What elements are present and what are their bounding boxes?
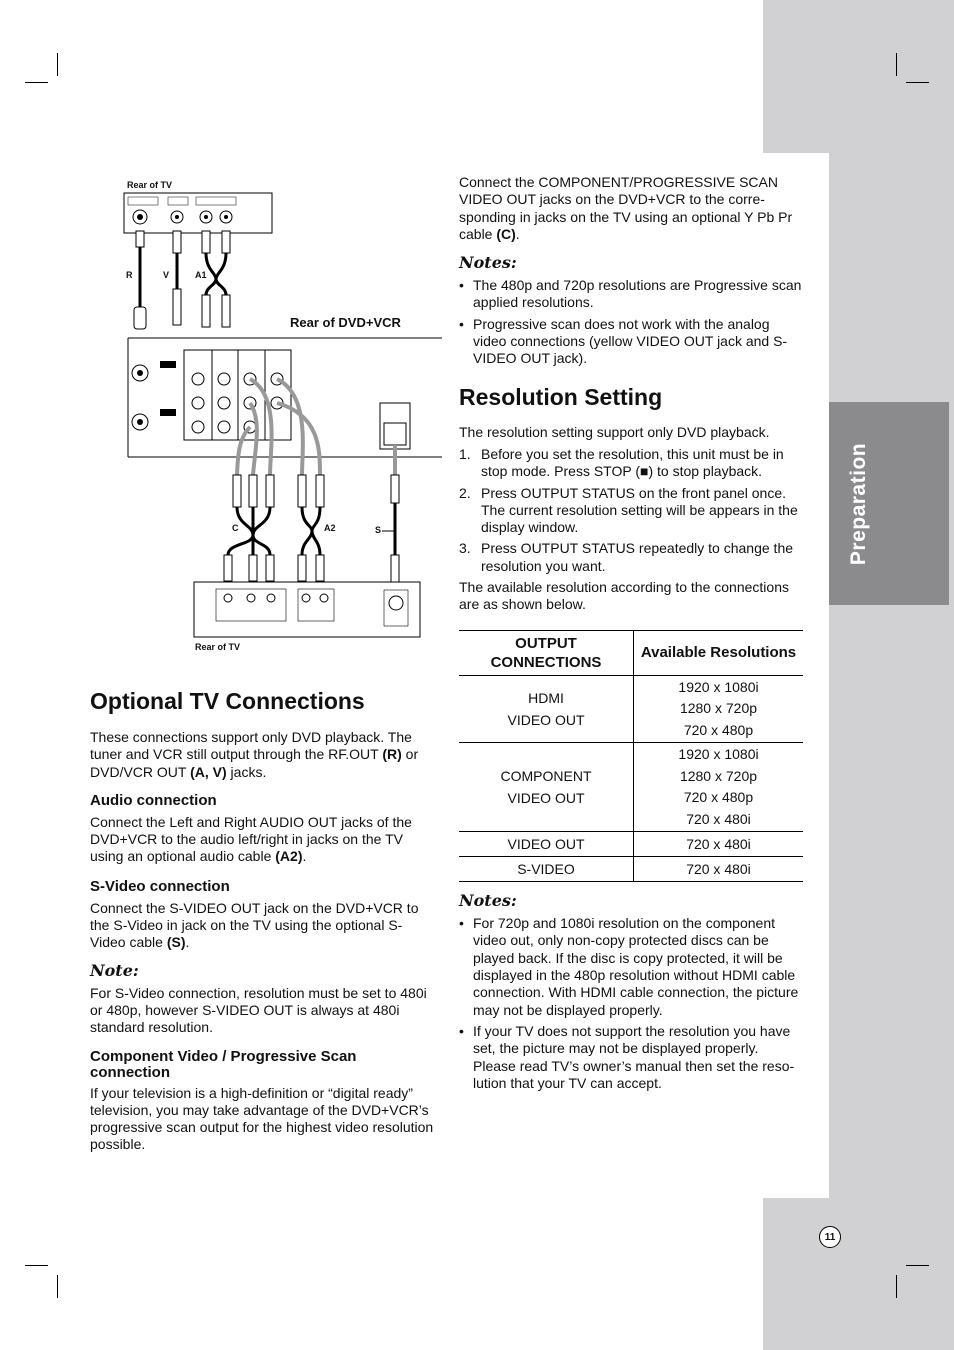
cell-line: 1280 x 720p bbox=[679, 700, 758, 717]
rear-tv-bottom-label: Rear of TV bbox=[195, 642, 241, 652]
table-row bbox=[459, 675, 803, 743]
crop-mark bbox=[57, 53, 58, 76]
label-a1: A1 bbox=[195, 270, 207, 280]
component-text: If your television is a high-definition or “digital ready” television, you may take advantage of the DVD+VCR’s progressive scan output for the highest video resolution possible. bbox=[90, 1084, 434, 1153]
cell-line: 720 x 480p bbox=[683, 721, 754, 738]
resolution-intro: The resolution setting support only DVD playback. bbox=[459, 423, 770, 440]
cell-line: 720 x 480p bbox=[683, 789, 754, 806]
text-run-bold: (S) bbox=[166, 934, 186, 951]
step-number: 1. bbox=[459, 445, 471, 462]
rear-tv-top-label: Rear of TV bbox=[127, 180, 173, 190]
step-text: Press OUTPUT STATUS repeatedly to change the resolution you want. bbox=[481, 540, 794, 574]
right-column bbox=[459, 174, 805, 1096]
left-column bbox=[90, 688, 435, 1154]
table-cell-resolutions bbox=[634, 675, 804, 743]
cell-line: COMPONENT bbox=[500, 768, 592, 785]
text-run-bold: (A, V) bbox=[190, 763, 227, 780]
table-cell-output: S-VIDEO bbox=[459, 857, 634, 882]
cell-line: 1280 x 720p bbox=[679, 767, 758, 784]
label-r: R bbox=[126, 270, 133, 280]
step-text: Before you set the resolution, this unit must be in stop mode. Press STOP (■) to stop playback. bbox=[481, 445, 784, 480]
text-run-bold: (A2) bbox=[275, 848, 303, 865]
text-run: . bbox=[302, 848, 307, 865]
cell-line: 1920 x 1080i bbox=[678, 746, 759, 763]
label-v: V bbox=[163, 270, 170, 280]
text-run: These connections support only DVD playback. The tuner and VCR still output through the RF.OUT bbox=[90, 729, 412, 763]
notes-list-2 bbox=[459, 915, 805, 1092]
optional-intro bbox=[90, 729, 435, 781]
connection-diagram bbox=[120, 175, 442, 655]
crop-mark bbox=[896, 1275, 897, 1298]
step-text: Press OUTPUT STATUS on the front panel once. The current resolution setting will be appears in the display window. bbox=[481, 484, 798, 536]
connection-diagram-drawing bbox=[120, 175, 442, 655]
table-row bbox=[459, 743, 803, 832]
table-header-resolutions: Available Resolutions bbox=[640, 644, 797, 662]
table-cell-output: VIDEO OUT bbox=[459, 832, 634, 857]
resolution-setting-title: Resolution Setting bbox=[459, 383, 663, 410]
note-text: For S-Video connection, resolution must be set to 480i or 480p, however S-VIDEO OUT is always at 480i standard resolution. bbox=[90, 984, 427, 1036]
preparation-tab-label-box bbox=[829, 402, 889, 605]
text-run: jacks. bbox=[226, 763, 267, 780]
text-run-bold: (C) bbox=[496, 225, 516, 242]
rear-dvd-vcr-label: Rear of DVD+VCR bbox=[290, 315, 401, 330]
text-run: Connect the Left and Right AUDIO OUT jacks of the DVD+VCR to the audio left/right in jacks on the TV using an optional audio cable bbox=[90, 813, 412, 865]
component-heading: Component Video / Progressive Scan connection bbox=[90, 1047, 357, 1081]
table-row bbox=[459, 857, 803, 882]
crop-mark bbox=[896, 53, 897, 76]
page-number: 11 bbox=[819, 1226, 841, 1248]
label-c: C bbox=[232, 523, 239, 533]
label-a2: A2 bbox=[324, 523, 336, 533]
table-cell-resolutions: 720 x 480i bbox=[686, 836, 751, 853]
list-item: • For 720p and 1080i resolution on the component video out, only non-copy protected discs can be played back. If the disc is copy protected, it will be displayed in the 480p resolution without HDMI cable connection. With HDMI cable connection, the picture may not be displayed properly. bbox=[459, 915, 805, 1019]
preparation-tab-label: Preparation bbox=[847, 442, 871, 565]
crop-mark bbox=[906, 1265, 929, 1266]
audio-connection-heading: Audio connection bbox=[90, 791, 217, 809]
cell-line: 1920 x 1080i bbox=[678, 678, 759, 695]
resolution-table bbox=[459, 630, 803, 883]
list-item: • If your TV does not support the resolution you have set, the picture may not be displayed properly. Please read TV’s owner’s manual then set the reso-lution that your TV can accept. bbox=[459, 1023, 805, 1092]
text-run: . bbox=[515, 225, 520, 242]
crop-mark bbox=[25, 82, 48, 83]
notes-heading-2: Notes: bbox=[459, 891, 517, 911]
note-heading: Note: bbox=[90, 960, 139, 980]
text-run: Connect the S-VIDEO OUT jack on the DVD+VCR to the S-Video in jack on the TV using the optional S-Video cable bbox=[90, 899, 419, 951]
table-row bbox=[459, 832, 803, 857]
crop-mark bbox=[57, 1275, 58, 1298]
table-header-output: OUTPUT CONNECTIONS bbox=[459, 630, 634, 675]
text-run: Connect the COMPONENT/PROGRESSIVE SCAN VIDEO OUT jacks on the DVD+VCR to the corre-sponding in jacks on the TV using an optional Y Pb Pr cable bbox=[459, 174, 793, 242]
list-item bbox=[459, 485, 805, 537]
cell-line: HDMI bbox=[528, 689, 564, 706]
text-run: or DVD/VCR OUT bbox=[90, 746, 419, 780]
notes-list-1 bbox=[459, 277, 805, 367]
table-cell-resolutions: 720 x 480i bbox=[686, 861, 751, 878]
crop-mark bbox=[906, 82, 929, 83]
table-cell-output bbox=[459, 675, 634, 743]
table-cell-output bbox=[459, 743, 634, 832]
text-run-bold: (R) bbox=[382, 746, 402, 763]
table-cell-resolutions bbox=[634, 743, 804, 832]
resolution-steps bbox=[459, 446, 805, 575]
notes-heading-1: Notes: bbox=[459, 253, 517, 273]
list-item: • The 480p and 720p resolutions are Progressive scan applied resolutions. bbox=[459, 277, 805, 312]
list-item bbox=[459, 540, 805, 575]
optional-tv-title: Optional TV Connections bbox=[90, 688, 365, 714]
text-run: . bbox=[185, 934, 190, 951]
list-item bbox=[459, 446, 805, 481]
svideo-connection-heading: S-Video connection bbox=[90, 877, 230, 895]
cell-line: 720 x 480i bbox=[686, 810, 751, 827]
svideo-connection-text bbox=[90, 900, 435, 952]
crop-mark bbox=[25, 1265, 48, 1266]
cell-line: VIDEO OUT bbox=[507, 711, 585, 728]
label-s: S bbox=[375, 525, 382, 535]
step-number: 3. bbox=[459, 540, 471, 557]
component-connect-text bbox=[459, 174, 805, 243]
cell-line: VIDEO OUT bbox=[507, 790, 585, 807]
table-header-row bbox=[459, 630, 803, 675]
list-item: • Progressive scan does not work with the analog video connections (yellow VIDEO OUT jack and S-VIDEO OUT jack). bbox=[459, 316, 805, 368]
audio-connection-text bbox=[90, 814, 435, 866]
available-resolution-text: The available resolution according to the connections are as shown below. bbox=[459, 579, 789, 613]
step-number: 2. bbox=[459, 484, 471, 501]
